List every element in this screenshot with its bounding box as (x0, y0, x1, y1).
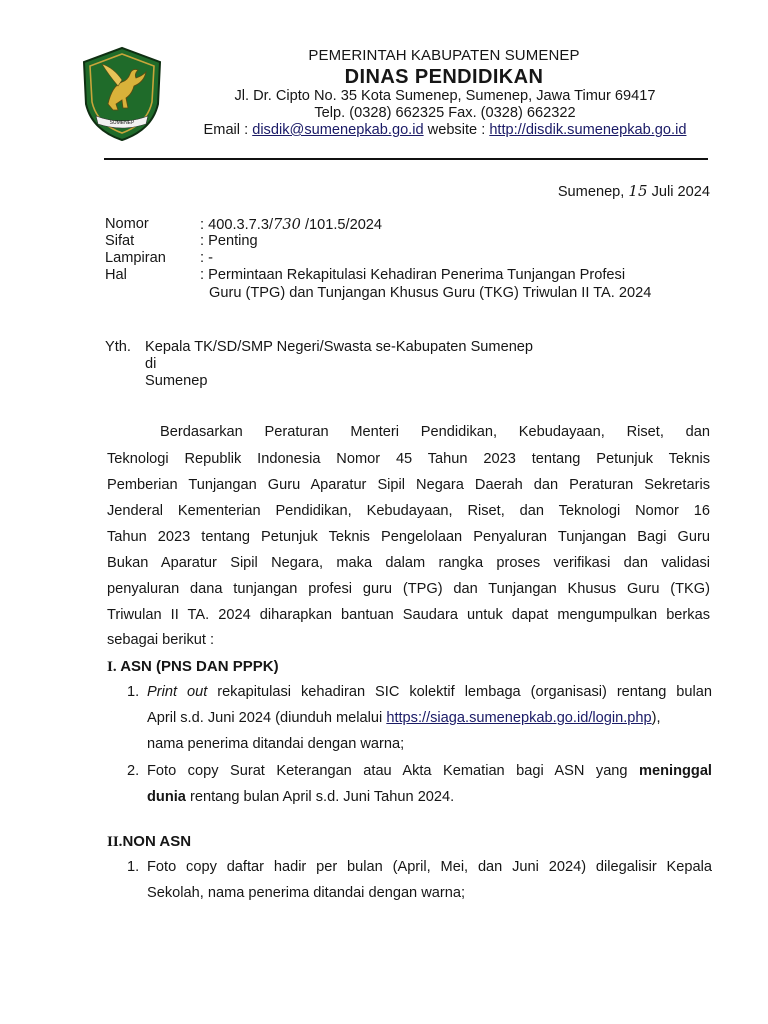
nomor-prefix: : 400.3.7.3/ (200, 217, 274, 233)
nomor-suffix: /101.5/2024 (300, 217, 383, 233)
bold-phrase: meninggal (639, 763, 712, 779)
italic-phrase: Print out (147, 684, 208, 700)
section-title-asn (107, 658, 279, 676)
list-number: 1. (127, 859, 140, 875)
website-link[interactable]: http://disdik.sumenepkab.go.id (489, 122, 687, 138)
website-label: website : (423, 122, 490, 138)
body-line: sebagai berikut : (107, 632, 215, 648)
lampiran-label: Lampiran (105, 250, 166, 266)
office-phone: Telp. (0328) 662325 Fax. (0328) 662322 (314, 105, 576, 121)
email-link[interactable]: disdik@sumenepkab.go.id (252, 122, 424, 138)
list-item-line: Sekolah, nama penerima ditandai dengan warna; (147, 885, 466, 901)
office-address: Jl. Dr. Cipto No. 35 Kota Sumenep, Sumenep, Jawa Timur 69417 (234, 88, 656, 104)
body-line: Tahun 2023 tentang Petunjuk Teknis Pengelolaan Penyaluran Tunjangan Bagi Guru (107, 529, 710, 545)
nomor-label: Nomor (105, 216, 149, 232)
list-item-line: Foto copy daftar hadir per bulan (April, Mei, dan Juni 2024) dilegalisir Kepala (147, 859, 712, 875)
list-number: 1. (127, 684, 140, 700)
item-text: Foto copy Surat Keterangan atau Akta Kematian bagi ASN yang (147, 763, 640, 779)
list-item-line: nama penerima ditandai dengan warna; (147, 736, 405, 752)
section-title-text: NON ASN (122, 833, 192, 850)
email-label: Email : (203, 122, 253, 138)
list-item-line (147, 710, 712, 726)
list-item-line (147, 789, 712, 805)
section-number: I. (107, 659, 117, 675)
svg-text:SUMENEP: SUMENEP (109, 120, 135, 126)
letterhead-divider (104, 158, 708, 160)
lampiran-value: : - (200, 250, 213, 266)
body-line: Bukan Aparatur Sipil Negara, maka dalam rangka proses verifikasi dan validasi (107, 555, 710, 571)
letter-date (558, 182, 710, 200)
sifat-label: Sifat (105, 233, 135, 249)
hal-value-line1: : Permintaan Rekapitulasi Kehadiran Penerima Tunjangan Profesi (200, 267, 626, 283)
list-number: 2. (127, 763, 140, 779)
gov-name: PEMERINTAH KABUPATEN SUMENEP (308, 47, 580, 64)
date-suffix: Juli 2024 (647, 184, 710, 200)
section-title-text: ASN (PNS DAN PPPK) (120, 658, 279, 675)
date-prefix: Sumenep, (557, 184, 629, 200)
bold-phrase: dunia (147, 789, 186, 805)
body-line: Teknologi Republik Indonesia Nomor 45 Tahun 2023 tentang Petunjuk Teknis (107, 451, 710, 467)
item-text: ), (651, 710, 661, 726)
nomor-handwritten: 730 (273, 216, 301, 233)
sifat-value: : Penting (200, 233, 258, 249)
recipient-place: Sumenep (145, 373, 208, 389)
item-text: April s.d. Juni 2024 (diunduh melalui (147, 710, 387, 726)
section-title-non-asn (107, 833, 191, 851)
body-line: Pemberian Tunjangan Guru Aparatur Sipil Negara Daerah dan Peraturan Sekretaris (107, 477, 710, 493)
salutation: Yth. (105, 339, 131, 355)
recipient-name: Kepala TK/SD/SMP Negeri/Swasta se-Kabupaten Sumenep (145, 339, 534, 355)
office-name: DINAS PENDIDIKAN (344, 66, 544, 88)
hal-label: Hal (105, 267, 127, 283)
body-line: penyaluran dana tunjangan profesi guru (TPG) dan Tunjangan Khusus Guru (TKG) (107, 581, 710, 597)
nomor-value (200, 216, 382, 233)
recipient-di: di (145, 356, 157, 372)
body-line: Jenderal Kementerian Pendidikan, Kebudayaan, Riset, dan Teknologi Nomor 16 (107, 503, 710, 519)
item-text: rentang bulan April s.d. Juni Tahun 2024. (185, 789, 455, 805)
body-line: Triwulan II TA. 2024 diharapkan bantuan Saudara untuk dapat mengumpulkan berkas (107, 607, 710, 623)
list-item-line (147, 763, 712, 779)
hal-value-line2: Guru (TPG) dan Tunjangan Khusus Guru (TKG) Triwulan II TA. 2024 (209, 285, 652, 301)
contact-line (175, 122, 715, 138)
date-day-handwritten: 15 (628, 182, 648, 200)
section-number: II. (107, 834, 123, 850)
item-text: rekapitulasi kehadiran SIC kolektif lembaga (organisasi) rentang bulan (207, 684, 712, 700)
sumenep-emblem-logo (82, 46, 162, 142)
body-line: Berdasarkan Peraturan Menteri Pendidikan, Kebudayaan, Riset, dan (160, 424, 710, 440)
siaga-login-link[interactable]: https://siaga.sumenepkab.go.id/login.php (386, 710, 652, 726)
list-item-line (147, 684, 712, 700)
